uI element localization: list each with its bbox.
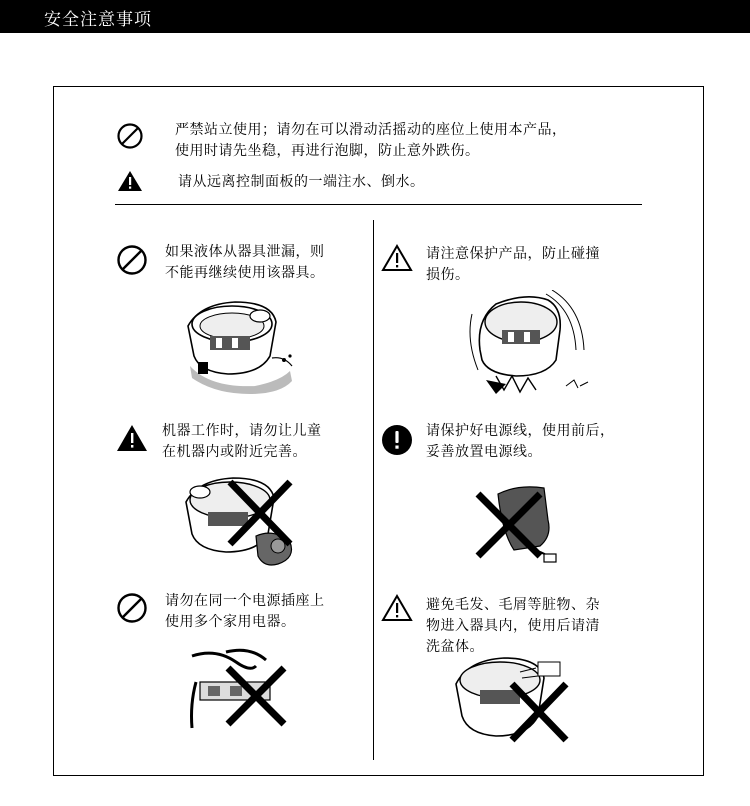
- prohibit-icon: [116, 122, 144, 150]
- cord-notice-line2: 妥善放置电源线。: [426, 444, 542, 460]
- leak-warning-line2: 不能再继续使用该器具。: [165, 265, 325, 281]
- children-warning-line1: 机器工作时，请勿让儿童: [162, 423, 322, 439]
- top-note-line1: 严禁站立使用；请勿在可以滑动活摇动的座位上使用本产品，: [175, 122, 567, 138]
- caution-outline-icon: [381, 244, 413, 272]
- header-bar: [0, 0, 750, 33]
- warning-triangle-icon: [116, 424, 148, 452]
- page-title: 安全注意事项: [44, 10, 152, 30]
- hair-warning-line3: 洗盆体。: [426, 639, 484, 655]
- socket-warning-line1: 请勿在同一个电源插座上: [165, 593, 325, 609]
- footbath-cleaning-illustration: [452, 654, 577, 749]
- footbath-impact-illustration: [466, 290, 596, 400]
- exclamation-circle-icon: [381, 424, 413, 456]
- children-warning-line2: 在机器内或附近完善。: [162, 444, 307, 460]
- divider-vertical: [373, 220, 374, 760]
- prohibit-icon: [116, 244, 148, 276]
- impact-warning-line2: 损伤。: [426, 267, 470, 283]
- impact-warning-line1: 请注意保护产品，防止碰撞: [426, 246, 600, 262]
- socket-warning-line2: 使用多个家用电器。: [165, 614, 296, 630]
- leak-warning-line1: 如果液体从器具泄漏，则: [165, 244, 325, 260]
- warning-triangle-icon: [117, 170, 143, 192]
- footbath-children-illustration: [178, 472, 303, 572]
- hair-warning-line1: 避免毛发、毛屑等脏物、杂: [426, 597, 600, 613]
- cord-notice-line1: 请保护好电源线，使用前后，: [426, 423, 615, 439]
- hair-warning-line2: 物进入器具内，使用后请清: [426, 618, 600, 634]
- top-note-line3: 请从远离控制面板的一端注水、倒水。: [178, 174, 425, 190]
- footbath-leak-illustration: [180, 296, 300, 396]
- divider-horizontal: [115, 204, 642, 205]
- caution-outline-icon: [381, 594, 413, 622]
- power-strip-illustration: [186, 648, 296, 733]
- top-note-line2: 使用时请先坐稳，再进行泡脚，防止意外跌伤。: [175, 143, 480, 159]
- prohibit-icon: [116, 592, 148, 624]
- power-cord-illustration: [474, 480, 584, 570]
